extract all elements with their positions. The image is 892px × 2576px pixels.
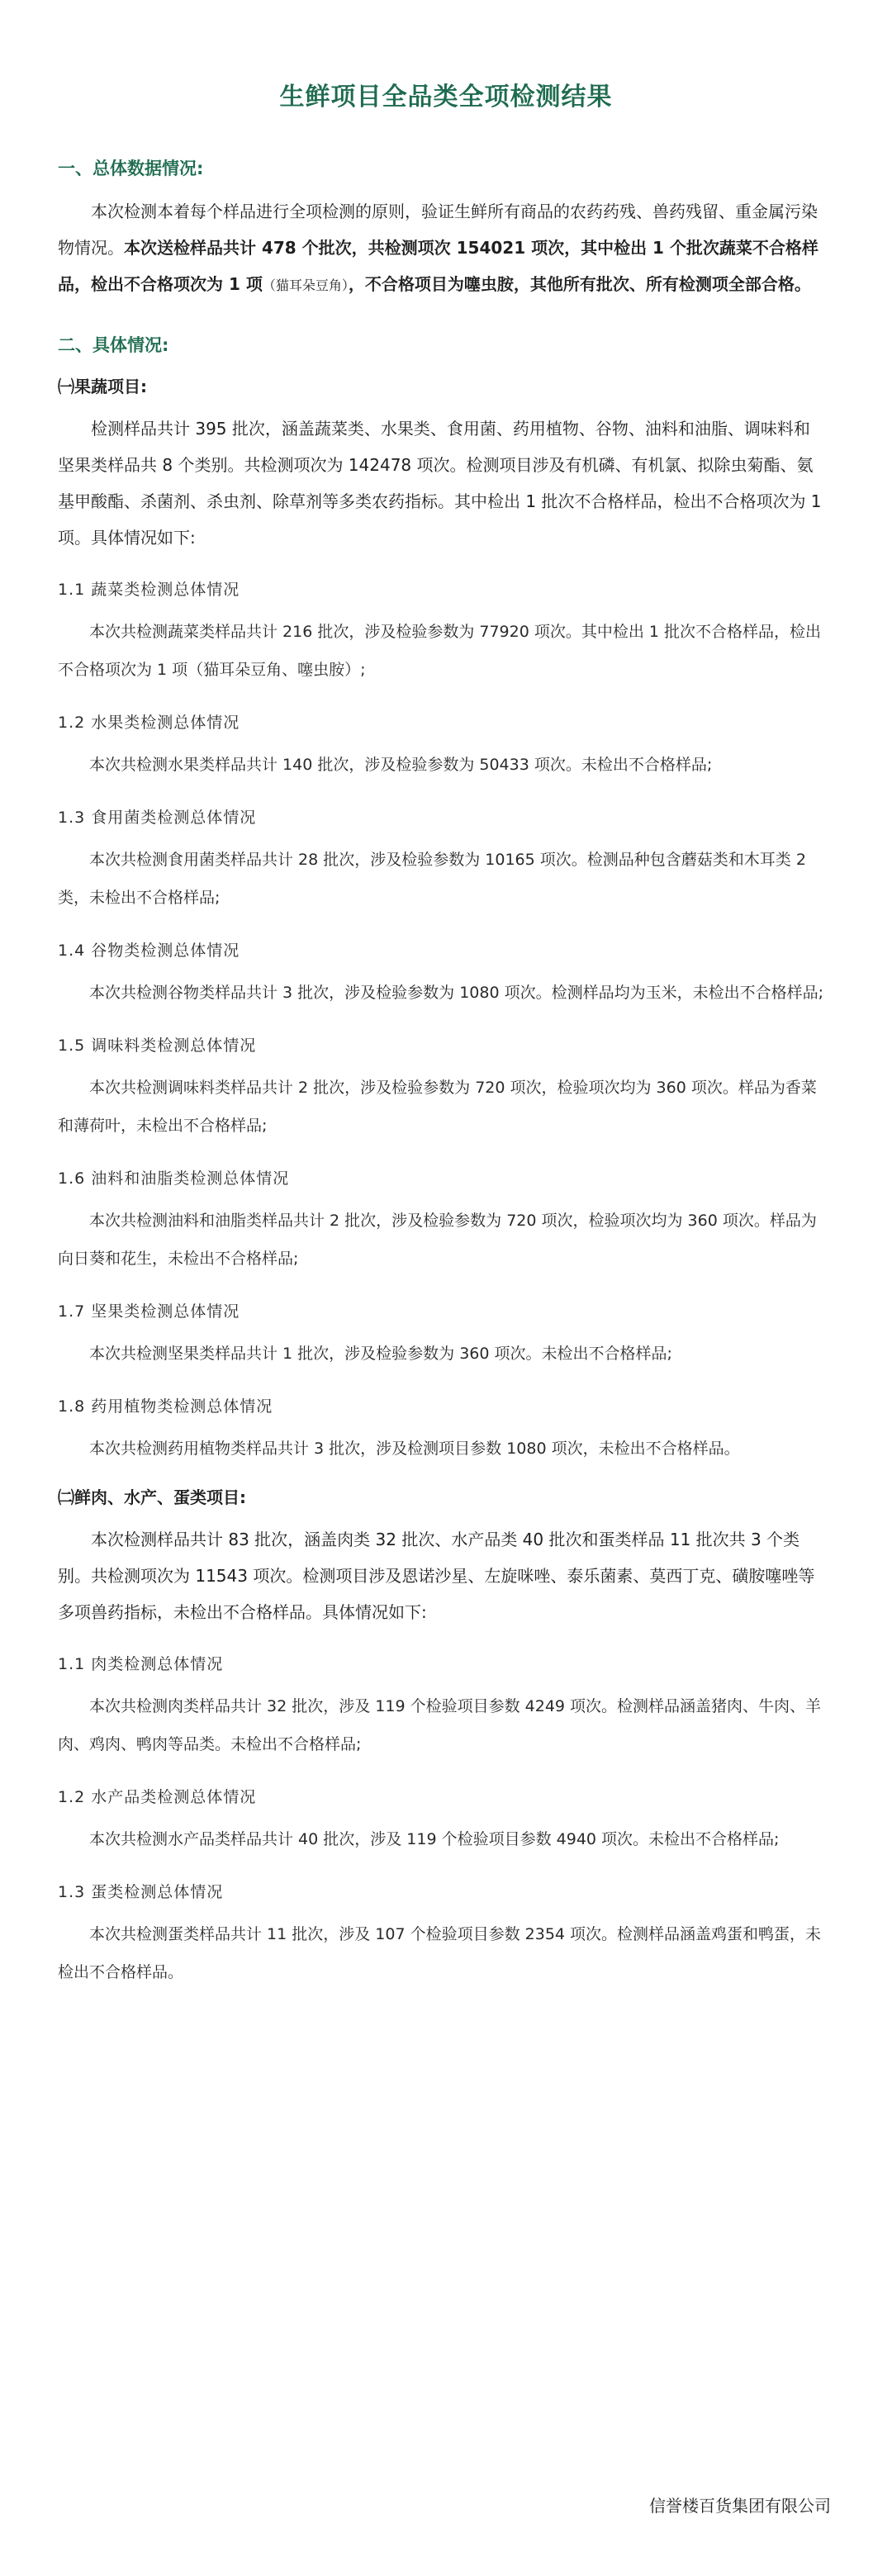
item-heading-eggs: 1.3 蛋类检测总体情况: [58, 1883, 224, 1901]
subsection-heading-fruit-veg: ㈠果蔬项目:: [58, 377, 147, 396]
overall-text-normal: 本次检测本着每个样品进行全项检测的原则，验证生鲜所有商品的农药药残、兽药残留、重金属污染物情况。: [58, 202, 818, 258]
item-heading-grains: 1.4 谷物类检测总体情况: [58, 942, 240, 960]
item-text-eggs: 本次共检测蛋类样品共计 11 批次，涉及 107 个检验项目参数 2354 项次。检测样品涵盖鸡蛋和鸭蛋，未检出不合格样品。: [58, 1925, 822, 1981]
meat-aquatic-summary: 本次检测样品共计 83 批次，涵盖肉类 32 批次、水产品类 40 批次和蛋类样品 11 批次共 3 个类别。共检测项次为 11543 项次。检测项目涉及恩诺沙星、左旋咪唑、泰乐菌素、莫西丁克、磺胺噻唑等多项兽药指标，未检出不合格样品。具体情况如下:: [58, 1530, 815, 1622]
overall-text-bold-2: ，不合格项目为噻虫胺，其他所有批次、所有检测项全部合格。: [348, 274, 811, 294]
section-heading-details: 二、具体情况:: [58, 335, 169, 355]
item-text-grains: 本次共检测谷物类样品共计 3 批次，涉及检验参数为 1080 项次。检测样品均为玉米，未检出不合格样品;: [89, 984, 824, 1002]
item-heading-aquatic: 1.2 水产品类检测总体情况: [58, 1788, 257, 1806]
overall-text-note: （猫耳朵豆角）: [262, 278, 349, 293]
company-signature: 信誉楼百货集团有限公司: [649, 2496, 831, 2516]
item-heading-vegetables: 1.1 蔬菜类检测总体情况: [58, 581, 240, 599]
item-heading-seasonings: 1.5 调味料类检测总体情况: [58, 1037, 257, 1055]
item-text-oils: 本次共检测油料和油脂类样品共计 2 批次，涉及检验参数为 720 项次，检验项次均为 360 项次。样品为向日葵和花生，未检出不合格样品;: [58, 1212, 817, 1268]
item-text-medicinal-plants: 本次共检测药用植物类样品共计 3 批次，涉及检测项目参数 1080 项次，未检出不合格样品。: [89, 1440, 740, 1458]
item-heading-fungi: 1.3 食用菌类检测总体情况: [58, 809, 257, 827]
subsection-heading-meat-aquatic-eggs: ㈡鲜肉、水产、蛋类项目:: [58, 1487, 246, 1507]
item-heading-medicinal-plants: 1.8 药用植物类检测总体情况: [58, 1397, 273, 1416]
item-text-nuts: 本次共检测坚果类样品共计 1 批次，涉及检验参数为 360 项次。未检出不合格样品;: [89, 1345, 672, 1363]
fruit-veg-summary: 检测样品共计 395 批次，涵盖蔬菜类、水果类、食用菌、药用植物、谷物、油料和油脂、调味料和坚果类样品共 8 个类别。共检测项次为 142478 项次。检测项目涉及有机磷、有机氯、拟除虫菊酯、氨基甲酸酯、杀菌剂、杀虫剂、除草剂等多类农药指标。其中检出 1 批次不合格样品，检出不合格项次为 1 项。具体情况如下:: [58, 419, 822, 548]
item-text-aquatic: 本次共检测水产品类样品共计 40 批次，涉及 119 个检验项目参数 4940 项次。未检出不合格样品;: [89, 1830, 780, 1848]
item-heading-fruits: 1.2 水果类检测总体情况: [58, 714, 240, 732]
overall-paragraph: [58, 193, 824, 304]
overall-text-bold-1: 本次送检样品共计 478 个批次，共检测项次 154021 项次，其中检出 1 个批次蔬菜不合格样品，检出不合格项次为 1 项: [58, 238, 818, 294]
item-heading-nuts: 1.7 坚果类检测总体情况: [58, 1302, 240, 1321]
item-text-vegetables: 本次共检测蔬菜类样品共计 216 批次，涉及检验参数为 77920 项次。其中检出 1 批次不合格样品，检出不合格项次为 1 项（猫耳朵豆角、噻虫胺）;: [58, 623, 822, 679]
item-heading-meat: 1.1 肉类检测总体情况: [58, 1655, 224, 1673]
item-text-meat: 本次共检测肉类样品共计 32 批次，涉及 119 个检验项目参数 4249 项次。检测样品涵盖猪肉、牛肉、羊肉、鸡肉、鸭肉等品类。未检出不合格样品;: [58, 1697, 822, 1753]
item-text-seasonings: 本次共检测调味料类样品共计 2 批次，涉及检验参数为 720 项次，检验项次均为 360 项次。样品为香菜和薄荷叶，未检出不合格样品;: [58, 1079, 817, 1135]
item-text-fungi: 本次共检测食用菌类样品共计 28 批次，涉及检验参数为 10165 项次。检测品种包含蘑菇类和木耳类 2 类，未检出不合格样品;: [58, 851, 806, 907]
item-heading-oils: 1.6 油料和油脂类检测总体情况: [58, 1169, 290, 1188]
page-title: 生鲜项目全品类全项检测结果: [279, 83, 613, 111]
item-text-fruits: 本次共检测水果类样品共计 140 批次，涉及检验参数为 50433 项次。未检出不合格样品;: [89, 756, 713, 774]
section-heading-overall: 一、总体数据情况:: [58, 159, 204, 178]
